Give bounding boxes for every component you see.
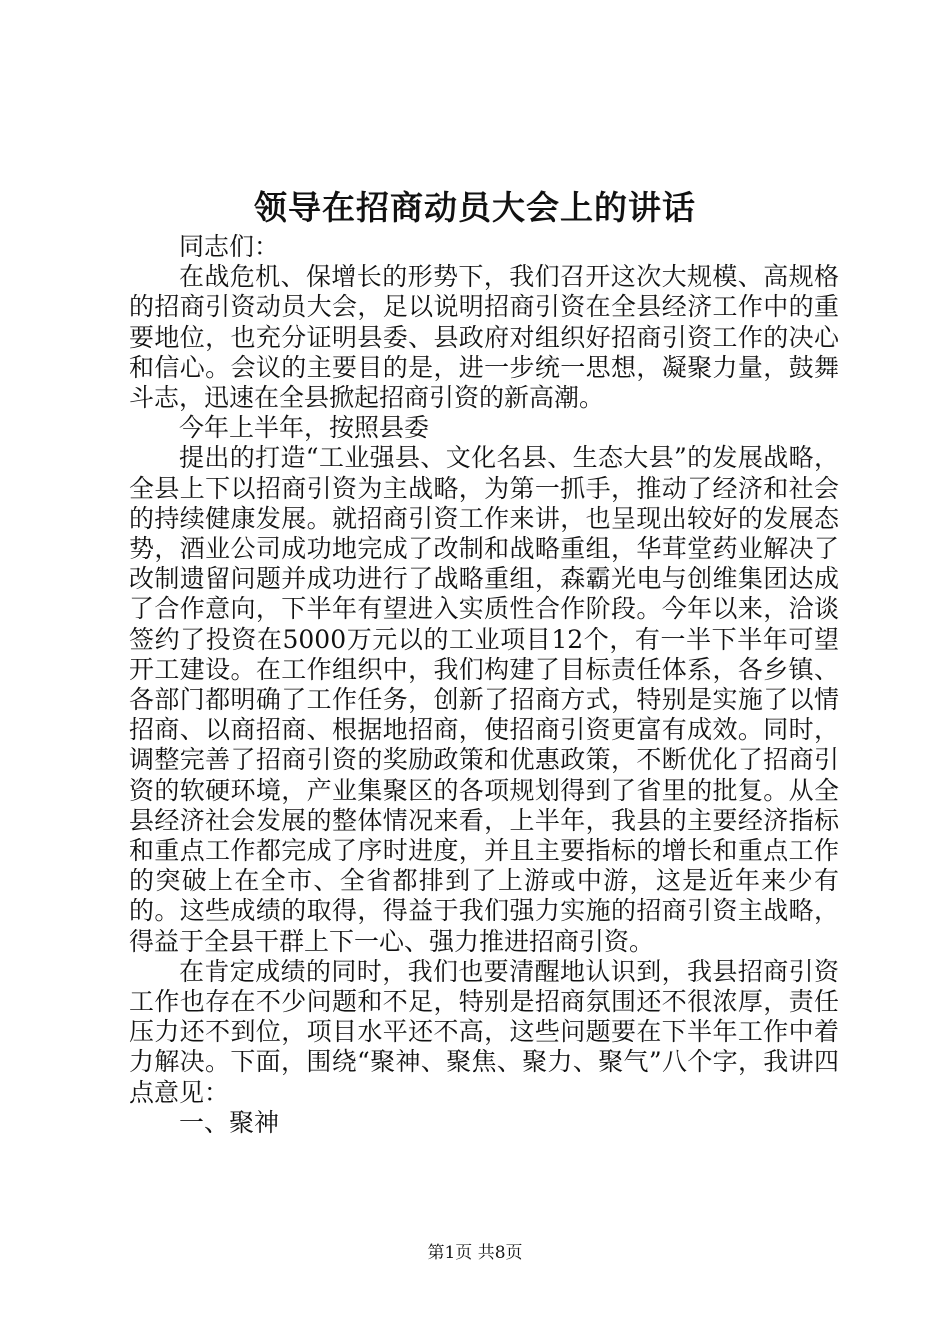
body-paragraph: 今年上半年，按照县委 (179, 413, 430, 443)
section-heading: 一、聚神 (179, 1107, 280, 1137)
body-paragraph: 在肯定成绩的同时，我们也要清醒地认识到，我县招商引资工作也存在不少问题和不足，特别是招商氛围还不很浓厚，责任压力还不到位，项目水平还不高，这些问题要在下半年工作中着力解决。下面，围绕“聚神、聚焦、聚力、聚气”八个字，我讲四点意见： (129, 956, 839, 1107)
body-paragraph: 在战危机、保增长的形势下，我们召开这次大规模、高规格的招商引资动员大会，足以说明招商引资在全县经济工作中的重要地位，也充分证明县委、县政府对组织好招商引资工作的决心和信心。会议的主要目的是，进一步统一思想，凝聚力量，鼓舞斗志，迅速在全县掀起招商引资的新高潮。 (129, 262, 839, 413)
salutation-paragraph: 同志们： (179, 232, 280, 261)
document-title: 领导在招商动员大会上的讲话 (254, 188, 696, 227)
body-paragraph: 提出的打造“工业强县、文化名县、生态大县”的发展战略，全县上下以招商引资为主战略，为第一抓手，推动了经济和社会的持续健康发展。就招商引资工作来讲，也呈现出较好的发展态势，酒业公司成功地完成了改制和战略重组，华茸堂药业解决了改制遗留问题并成功进行了战略重组，森霸光电与创维集团达成了合作意向，下半年有望进入实质性合作阶段。今年以来，洽谈签约了投资在5000万元以的工业项目12个，有一半下半年可望开工建设。在工作组织中，我们构建了目标责任体系，各乡镇、各部门都明确了工作任务，创新了招商方式，特别是实施了以情招商、以商招商、根据地招商，使招商引资更富有成效。同时，调整完善了招商引资的奖励政策和优惠政策，不断优化了招商引资的软硬环境，产业集聚区的各项规划得到了省里的批复。从全县经济社会发展的整体情况来看，上半年，我县的主要经济指标和重点工作都完成了序时进度，并且主要指标的增长和重点工作的突破上在全市、全省都排到了上游或中游，这是近年来少有的。这些成绩的取得，得益于我们强力实施的招商引资主战略，得益于全县干群上下一心、强力推进招商引资。 (129, 443, 839, 956)
document-body (129, 232, 839, 1138)
page-number-footer: 第1页 共8页 (427, 1243, 523, 1263)
